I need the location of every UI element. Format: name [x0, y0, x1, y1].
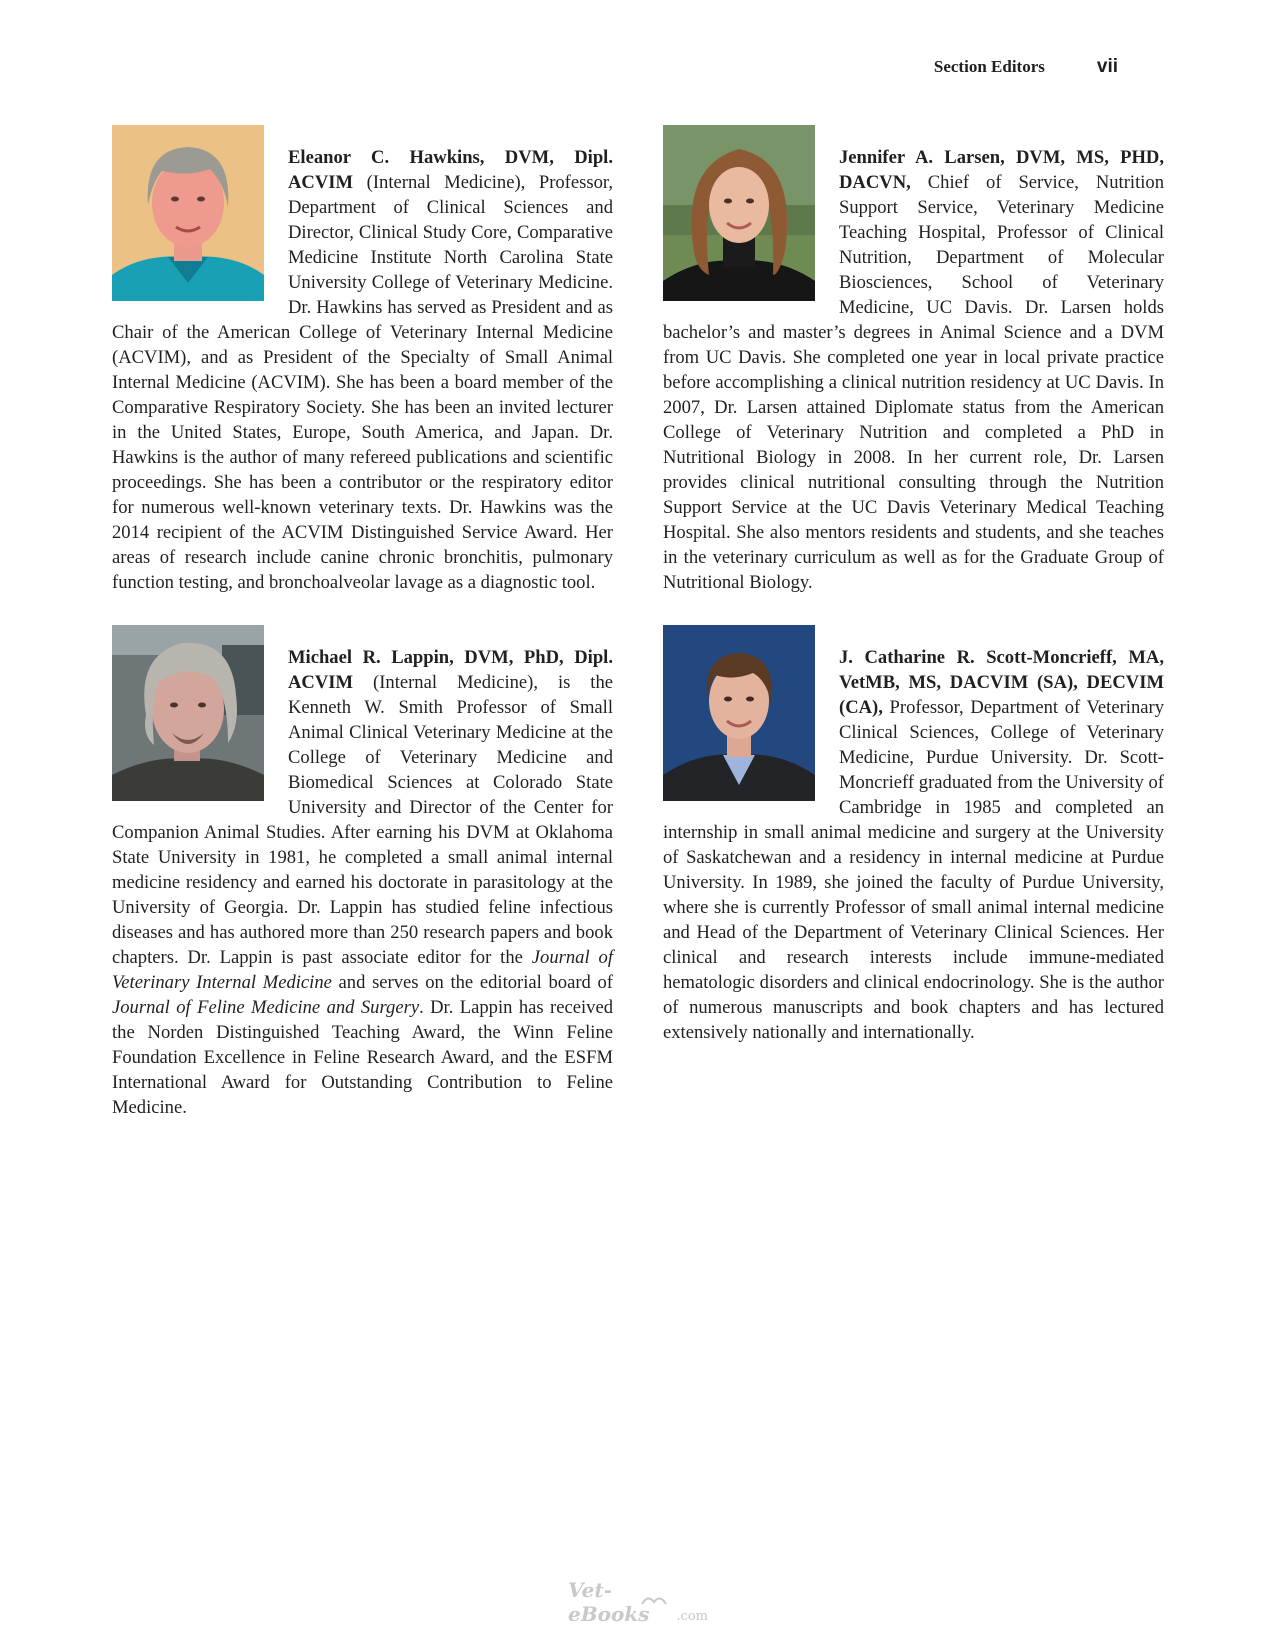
portrait-scott-moncrieff: [663, 625, 815, 801]
portrait-hawkins-image: [112, 125, 264, 301]
watermark-brand: Vet-eBooks: [568, 1578, 650, 1626]
section-title: Section Editors: [933, 57, 1045, 76]
watermark-suffix: .com: [676, 1609, 708, 1624]
right-column: [663, 125, 1164, 1075]
bio-body: and serves on the editorial board of: [331, 972, 613, 993]
bio-body: Professor, Department of Veterinary Clinical Sciences, College of Veterinary Medicine, Purdue University. Dr. Scott-Moncrieff graduated from the University of Cambridge in 1985 and completed an internship in small animal medicine and surgery at the University of Saskatchewan and a residency in internal medicine at Purdue University. In 1989, she joined the faculty of Purdue University, where she is currently Professor of small animal internal medicine and Head of the Department of Veterinary Clinical Sciences. Her clinical and research interests include immune-mediated hematologic disorders and clinical endocrinology. She is the author of numerous manuscripts and book chapters and has lectured extensively nationally and internationally.: [663, 697, 1164, 1043]
bio-name: Michael R. Lappin, DVM, PhD, Dipl. ACVIM: [288, 647, 613, 693]
bio-body: (Internal Medicine), is the Kenneth W. Smith Professor of Small Animal Clinical Veterinary Medicine at the College of Veterinary Medicine and Biomedical Sciences at Colorado State University and Director of the Center for Companion Animal Studies. After earning his DVM at Oklahoma State University in 1981, he completed a small animal internal medicine residency and earned his doctorate in parasitology at the University of Georgia. Dr. Lappin has studied feline infectious diseases and has authored more than 250 research papers and book chapters. Dr. Lappin is past associate editor for the: [112, 672, 613, 968]
portrait-hawkins: [112, 125, 264, 301]
bio-body: . Dr. Lappin has received the Norden Distinguished Teaching Award, the Winn Feline Foundation Excellence in Feline Research Award, and the ESFM International Award for Outstanding Contribution to Feline Medicine.: [112, 997, 614, 1118]
left-column: [112, 125, 613, 1150]
bio-body: Chief of Service, Nutrition Support Service, Veterinary Medicine Teaching Hospital, Professor of Clinical Nutrition, Department of Molecular Biosciences, School of Veterinary Medicine, UC Davis. Dr. Larsen holds bachelor’s and master’s degrees in Animal Science and a DVM from UC Davis. She completed one year in local private practice before accomplishing a clinical nutrition residency at UC Davis. In 2007, Dr. Larsen attained Diplomate status from the American College of Veterinary Nutrition and completed a PhD in Nutritional Biology in 2008. In her current role, Dr. Larsen provides clinical nutritional consulting through the Nutrition Support Service at the UC Davis Veterinary Medical Teaching Hospital. She also mentors residents and students, and she teaches in the veterinary curriculum as well as for the Graduate Group of Nutritional Biology.: [663, 172, 1164, 593]
bio-name: J. Catharine R. Scott-Moncrieff, MA, VetMB, MS, DACVIM (SA), DECVIM (CA),: [839, 647, 1164, 718]
bio-lappin: [112, 625, 613, 1120]
bio-larsen: [663, 125, 1164, 595]
portrait-larsen: [663, 125, 815, 301]
journal-title: Journal of Feline Medicine and Surgery: [112, 997, 420, 1018]
bio-hawkins: [112, 125, 613, 595]
portrait-lappin-image: [112, 625, 264, 801]
portrait-lappin: [112, 625, 264, 801]
portrait-larsen-image: [663, 125, 815, 301]
bio-body: (Internal Medicine), Professor, Department of Clinical Sciences and Director, Clinical Study Core, Comparative Medicine Institute North Carolina State University College of Veterinary Medicine. Dr. Hawkins has served as President and as Chair of the American College of Veterinary Internal Medicine (ACVIM), and as President of the Specialty of Small Animal Internal Medicine (ACVIM). She has been a board member of the Comparative Respiratory Society. She has been an invited lecturer in the United States, Europe, South America, and Japan. Dr. Hawkins is the author of many refereed publications and scientific proceedings. She has been a contributor or the respiratory editor for numerous well-known veterinary texts. Dr. Hawkins was the 2014 recipient of the ACVIM Distinguished Service Award. Her areas of research include canine chronic bronchitis, pulmonary function testing, and bronchoalveolar lavage as a diagnostic tool.: [112, 172, 613, 593]
bio-name: Jennifer A. Larsen, DVM, MS, PHD, DACVN,: [839, 147, 1164, 193]
bio-name: Eleanor C. Hawkins, DVM, Dipl. ACVIM: [288, 147, 613, 193]
watermark: [568, 1578, 708, 1626]
book-icon: [640, 1592, 668, 1606]
journal-title: Journal of Veterinary Internal Medicine: [112, 947, 613, 993]
running-head: [934, 56, 1118, 80]
portrait-scott-moncrieff-image: [663, 625, 815, 801]
bio-scott-moncrieff: [663, 625, 1164, 1045]
page-number: vii: [1096, 56, 1118, 77]
